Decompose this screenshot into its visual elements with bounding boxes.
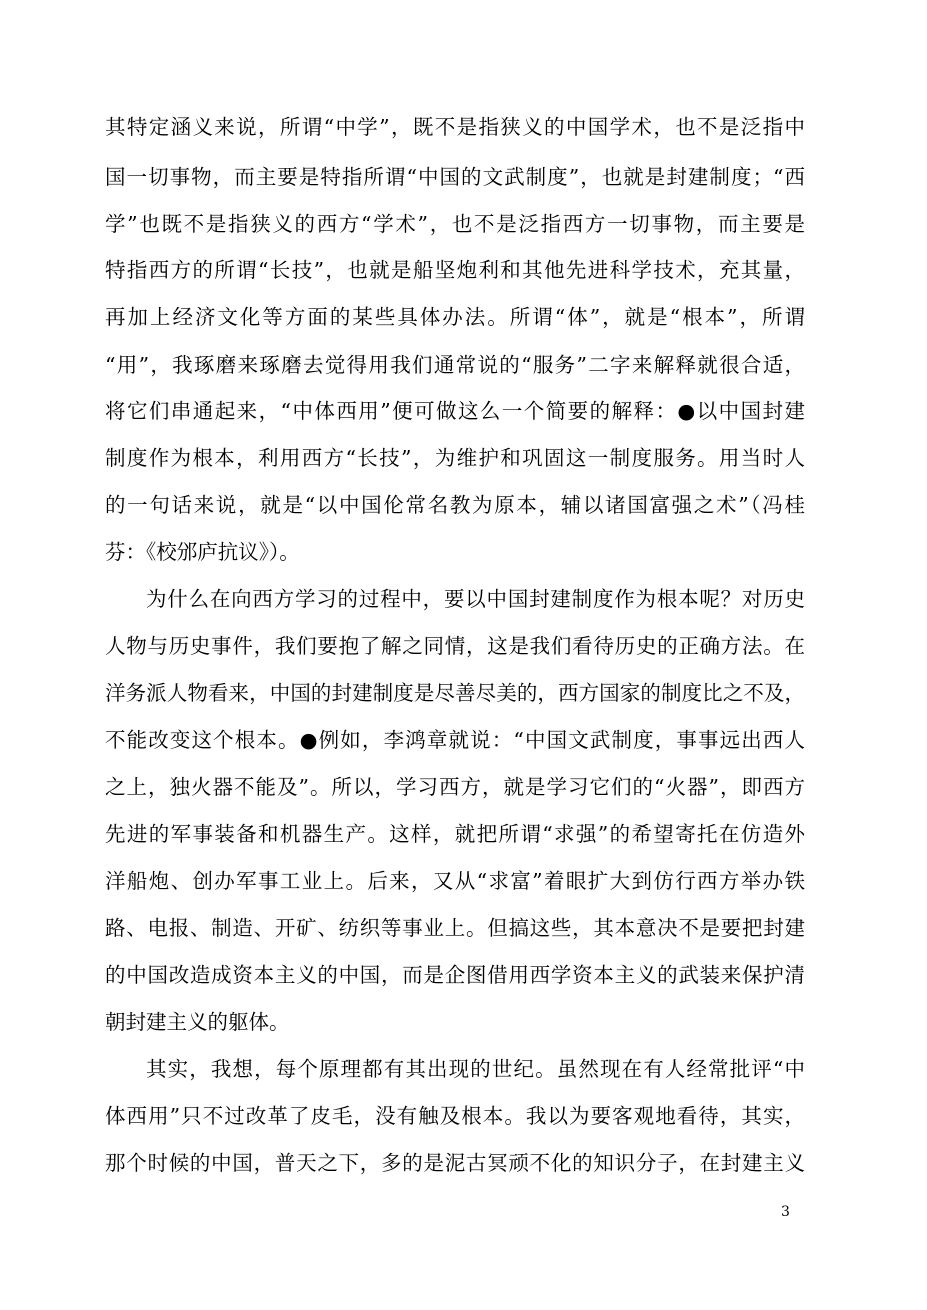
paragraph-2-line-5: 之上，独火器不能及”。所以，学习西方，就是学习它们的“火器”，即西方 <box>105 775 805 799</box>
paragraph-1-line-10: 芬：《校邠庐抗议》）。 <box>105 540 300 564</box>
paragraph-1-line-1: 其特定涵义来说，所谓“中学”，既不是指狭义的中国学术，也不是泛指中 <box>105 115 805 139</box>
paragraph-1-line-7: 将它们串通起来，“中体西用”便可做这么一个简要的解释：●以中国封建 <box>105 399 805 423</box>
paragraph-1-line-9: 的一句话来说，就是“以中国伦常名教为原本，辅以诸国富强之术”（冯桂 <box>105 493 805 517</box>
paragraph-2-line-8: 路、电报、制造、开矿、纺织等事业上。但搞这些，其本意决不是要把封建 <box>105 916 805 940</box>
paragraph-2-line-9: 的中国改造成资本主义的中国，而是企图借用西学资本主义的武装来保护清 <box>105 963 805 987</box>
paragraph-2-line-1: 为什么在向西方学习的过程中，要以中国封建制度作为根本呢？对历史 <box>146 587 805 611</box>
paragraph-2-line-6: 先进的军事装备和机器生产。这样，就把所谓“求强”的希望寄托在仿造外 <box>105 822 805 846</box>
paragraph-3-line-1: 其实，我想，每个原理都有其出现的世纪。虽然现在有人经常批评“中 <box>146 1057 805 1081</box>
paragraph-2-line-7: 洋船炮、创办军事工业上。后来，又从“求富”着眼扩大到仿行西方举办铁 <box>105 869 805 893</box>
paragraph-1-line-4: 特指西方的所谓“长技”，也就是船坚炮利和其他先进科学技术，充其量， <box>105 258 805 282</box>
paragraph-1-line-6: “用”，我琢磨来琢磨去觉得用我们通常说的“服务”二字来解释就很合适， <box>105 353 805 377</box>
paragraph-1-line-5: 再加上经济文化等方面的某些具体办法。所谓“体”，就是“根本”，所谓 <box>105 305 805 329</box>
paragraph-1-line-3: 学”也既不是指狭义的西方“学术”，也不是泛指西方一切事物，而主要是 <box>105 212 805 236</box>
paragraph-1-line-2: 国一切事物，而主要是特指所谓“中国的文武制度”，也就是封建制度；“西 <box>105 165 805 189</box>
page-number: 3 <box>781 1204 790 1220</box>
paragraph-2-line-3: 洋务派人物看来，中国的封建制度是尽善尽美的，西方国家的制度比之不及， <box>105 681 805 705</box>
paragraph-3-line-3: 那个时候的中国，普天之下，多的是泥古冥顽不化的知识分子，在封建主义 <box>105 1151 805 1175</box>
paragraph-2-line-4: 不能改变这个根本。●例如，李鸿章就说：“中国文武制度，事事远出西人 <box>105 728 805 752</box>
paragraph-1-line-8: 制度作为根本，利用西方“长技”，为维护和巩固这一制度服务。用当时人 <box>105 446 805 470</box>
paragraph-2-line-2: 人物与历史事件，我们要抱了解之同情，这是我们看待历史的正确方法。在 <box>105 634 805 658</box>
paragraph-2-line-10: 朝封建主义的躯体。 <box>105 1010 290 1034</box>
paragraph-3-line-2: 体西用”只不过改革了皮毛，没有触及根本。我以为要客观地看待，其实， <box>105 1104 805 1128</box>
